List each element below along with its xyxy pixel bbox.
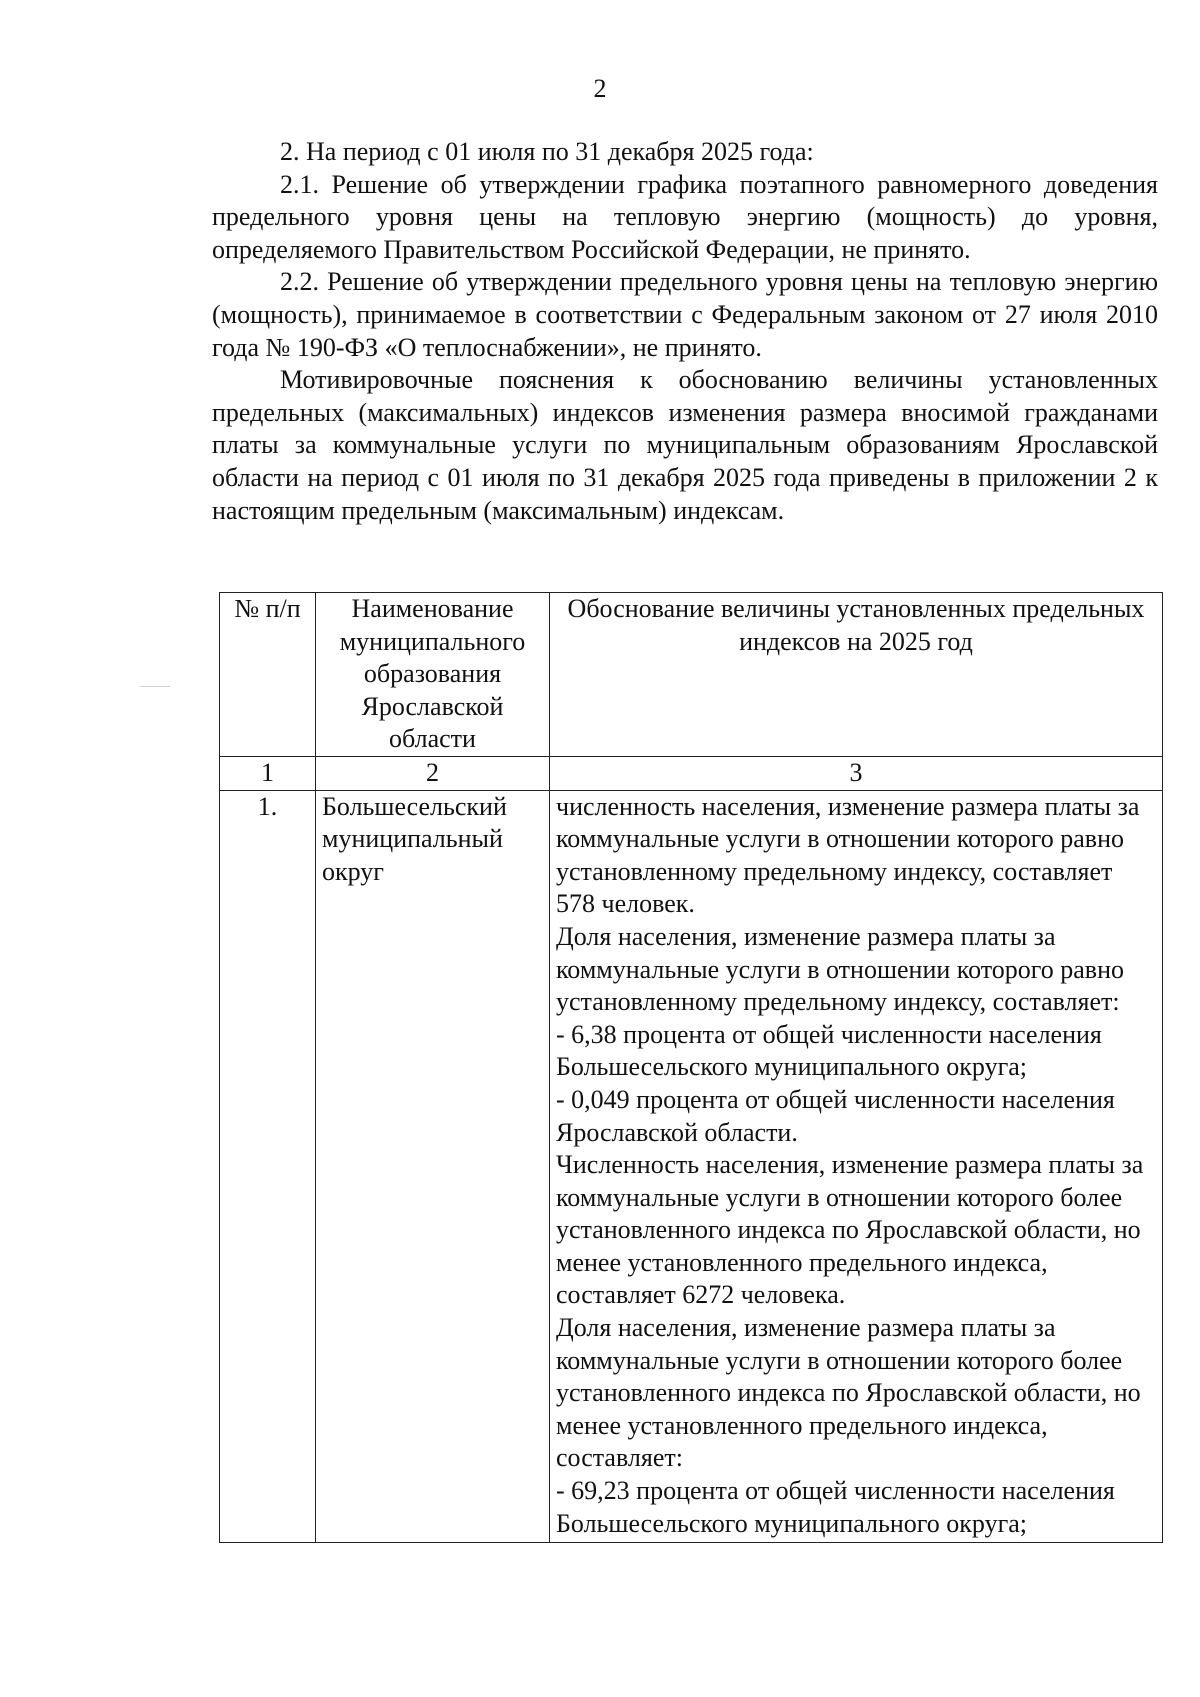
justification-text: Доля населения, изменение размера платы за коммунальные услуги в отношении которого равно установленному предельному индексу, составляет: bbox=[556, 921, 1125, 1017]
justification-table bbox=[219, 592, 1163, 1543]
table-row bbox=[220, 790, 1163, 1543]
header-number: № п/п bbox=[220, 593, 316, 757]
justification-text: Доля населения, изменение размера платы за коммунальные услуги в отношении которого более установленного индекса по Ярославской области, но менее установленного предельного индекса, составляет: bbox=[556, 1313, 1141, 1473]
row-number: 1. bbox=[220, 790, 316, 1543]
municipality-name: Большесельский муниципальный округ bbox=[316, 790, 550, 1543]
header-justification: Обоснование величины установленных предельных индексов на 2025 год bbox=[550, 593, 1163, 757]
table-header-row bbox=[220, 593, 1163, 757]
justification-text: - 6,38 процента от общей численности населения Большесельского муниципального округа; bbox=[556, 1019, 1102, 1082]
document-body bbox=[212, 136, 1158, 527]
justification-text: Численность населения, изменение размера платы за коммунальные услуги в отношении которого более установленного индекса по Ярославской области, но менее установленного предельного индекса, составляет 6272 человека. bbox=[556, 1150, 1144, 1310]
column-index: 1 bbox=[220, 756, 316, 790]
justification-text: численность населения, изменение размера платы за коммунальные услуги в отношении которого равно установленному предельному индексу, составляет 578 человек. bbox=[556, 791, 1140, 919]
paragraph-motivation: Мотивировочные пояснения к обоснованию величины установленных предельных (максимальных) индексов изменения размера вносимой гражданами платы за коммунальные услуги по муниципальным образованиям Ярославской области на период с 01 июля по 31 декабря 2025 года приведены в приложении 2 к настоящим предельным (максимальным) индексам. bbox=[212, 365, 1158, 525]
table-column-index-row bbox=[220, 756, 1163, 790]
justification-text: - 69,23 процента от общей численности населения Большесельского муниципального округа; bbox=[556, 1476, 1115, 1538]
paragraph-2-2: 2.2. Решение об утверждении предельного уровня цены на тепловую энергию (мощность), принимаемое в соответствии с Федеральным законом от 27 июля 2010 года № 190-ФЗ «О теплоснабжении», не принято. bbox=[212, 267, 1158, 362]
header-municipality: Наименование муниципального образования Ярославской области bbox=[316, 593, 550, 757]
column-index: 2 bbox=[316, 756, 550, 790]
scan-artifact-line bbox=[140, 686, 170, 687]
paragraph-period: 2. На период с 01 июля по 31 декабря 2025 года: bbox=[280, 137, 814, 166]
column-index: 3 bbox=[550, 756, 1163, 790]
justification-cell bbox=[550, 790, 1163, 1543]
page-number: 2 bbox=[593, 74, 607, 103]
paragraph-2-1: 2.1. Решение об утверждении графика поэтапного равномерного доведения предельного уровня цены на тепловую энергию (мощность) до уровня, определяемого Правительством Российской Федерации, не принято. bbox=[212, 169, 1158, 264]
justification-text: - 0,049 процента от общей численности населения Ярославской области. bbox=[556, 1084, 1115, 1147]
